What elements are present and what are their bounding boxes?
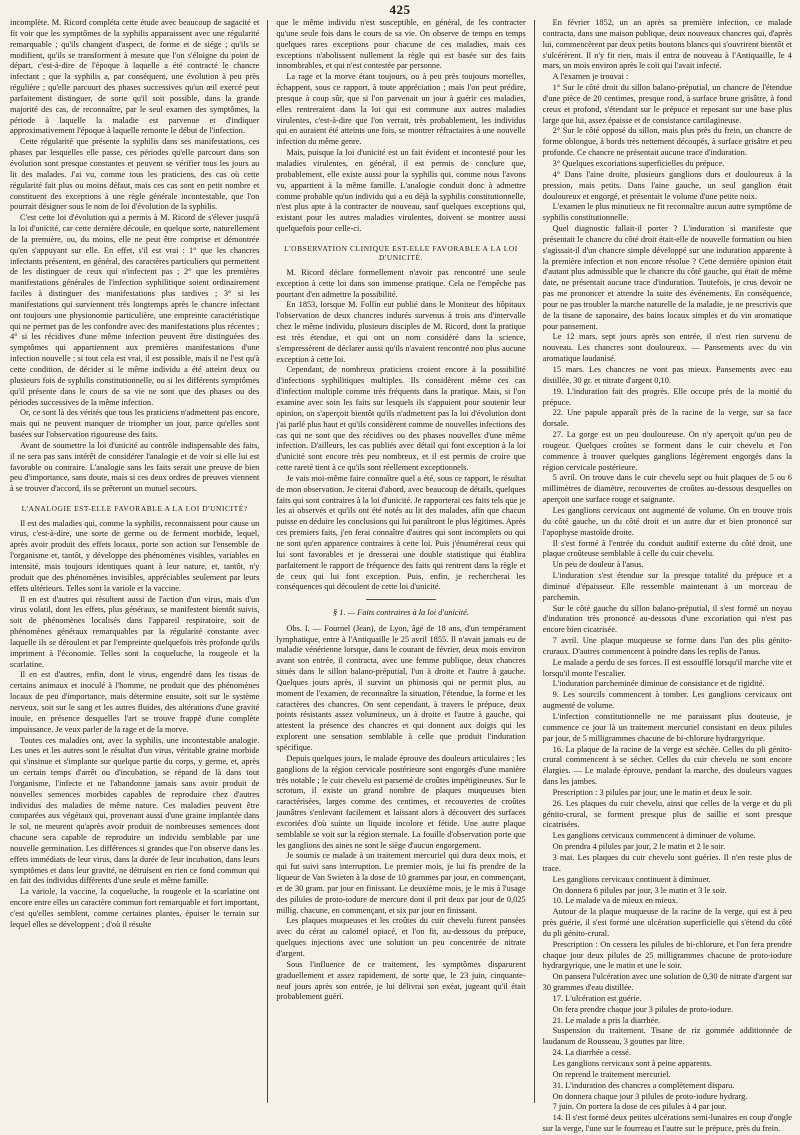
paragraph: 3° Quelques excoriations superficielles du prépuce. (552, 158, 725, 168)
paragraph: C'est cette loi d'évolution qui a permis à M. Ricord de s'élever jusqu'à la loi d'unicité, car cette dernière découle, en quelque sorte, naturellement de la première, ou, du moins, elle ne peut être comprise et démontrée qu'en s'appuyant sur elle. En effet, s'il est vrai : 1° que les chancres infectants présentent, en général, des caractères particuliers qui permettent de les distinguer de ceux qui n'infectent pas ; 2° que les premières manifestations générales de l'infection syphilitique soient ordinairement faciles à distinguer des manifestations plus tardives ; 3° si les manifestations qui surviennent très longtemps après le chancre infectant ont toujours une physionomie particulière, une empreinte caractéristique qui ne permet pas de les confondre avec des manifestations plus récentes ; 4° si les récidives d'une même infection peuvent être distinguées des symptômes qui appartiennent aux premières manifestations d'une infection nouvelle ; si tout cela est vrai, il est possible, mais il ne l'est qu'à cette condition, de décider si le même individu a été atteint deux ou plusieurs fois de syphilis constitutionnelle, ou si les différents symptômes qu'il présente dans le cours de sa vie ne sont que des phases ou des périodes successives de la même infection. (10, 213, 260, 407)
paragraph: Il en est d'autres, enfin, dont le virus, engendré dans les tissus de certains animaux et inoculé à l'homme, ne produit que des phénomènes locaux de peu d'importance, mais détermine ensuite, soit sur le système nerveux, soit sur le sang et les autres fluides, des altérations d'une gravité inouïe, en présence desquelles l'art se trouve frappé d'une complète impuissance. Je veux parler de la rage et de la morve. (10, 670, 260, 734)
section-heading: L'OBSERVATION CLINIQUE EST-ELLE FAVORABLE A LA LOI D'UNICITÉ. (284, 243, 518, 263)
paragraph: Il est des maladies qui, comme la syphilis, reconnaissent pour cause un virus, c'est-à-dire, une sorte de germe ou de ferment morbide, lequel, après avoir produit des effets locaux, porte son action sur l'ensemble de l'organisme et, tantôt, y développe des phénomènes visibles, variables en intensité, mais toujours identiques quant à leur nature, et, tantôt, n'y produit que des phénomènes invisibles, appréciables seulement par leurs effets ultérieurs. Telles sont la variole et la vaccine. (10, 518, 260, 593)
paragraph: Quel diagnostic fallait-il porter ? L'induration si manifeste que présentait le chancre du côté droit était-elle de nouvelle formation ou bien s'agissait-il d'un chancre simple développé sur une induration apparente à la première infection et non encore résolue ? Cette dernière opinion était d'autant plus admissible que le chancre du côté gauche, qui était de même date, ne présentait aucune trace d'induration. Toutefois, je crus devoir ne pas me prononcer et attendre la suite des événements. En conséquence, pour ne pas troubler la marche naturelle de la maladie, je ne prescrivis que de la tisane de saponaire, des bains locaux simples et du vin aromatique pour pansement. (542, 224, 792, 331)
paragraph: Prescription : 3 pilules par jour, une le matin et deux le soir. (552, 787, 753, 797)
paragraph: Le 12 mars, sept jours après son entrée, il n'est rien survenu de nouveau. Les chancres sont douloureux. — Pansements avec du vin aromatique laudanisé. (542, 332, 792, 364)
column-middle (276, 18, 525, 1103)
paragraph: 5 avril. On trouve dans le cuir chevelu sept ou huit plaques de 5 ou 6 millimètres de diamètre, recouvertes de croûtes au-dessous desquelles on aperçoit une surface rouge et saignante. (542, 473, 792, 505)
paragraph: Obs. I. — Fournel (Jean), de Lyon, âgé de 18 ans, d'un tempérament lymphatique, entre à l'Antiquaille le 25 avril 1855. Il n'avait jamais eu de maladie vénérienne lorsque, dans le courant de février, deux mois environ avant son entrée, il contracta, avec une femme publique, deux chancres situés dans le sillon balano-préputial, l'un à droite et l'autre à gauche. Quelques jours après, il survint un phimosis qui ne permit plus, au moment de l'examen, de reconnaître la situation, l'étendue, la forme et les caractères des chancres. On sent cependant, à travers le prépuce, deux points résistants assez volumineux, un à droite et l'autre à gauche, qui attestent la présence des chancres et qui donnent aux doigts qui les explorent une sensation semblable à celle que produit l'induration spécifique. (276, 623, 526, 752)
paragraph: A l'examen je trouvai : (552, 72, 629, 82)
paragraph: Les ganglions cervicaux sont à peine apparents. (552, 1059, 712, 1068)
paragraph: Je soumis ce malade à un traitement mercuriel qui dura deux mois, et qui fut suivi sans interruption. Le premier mois, je lui fis prendre de la liqueur de Van Swieten à la dose de 10 grammes par jour, en commençant, et de 30 gram. par jour en finissant. Le deuxième mois, je le mis à l'usage des pilules de proto-iodure de mercure dont il prit deux par jour de 0,025 millig. chacune, en commençant, et six par jour en finissant. (276, 851, 526, 915)
paragraph: M. Ricord déclare formellement n'avoir pas rencontré une seule exception à cette loi dans son immense pratique. Cela ne l'empêche pas pourtant d'en admettre la possibilité. (276, 267, 526, 299)
paragraph: Or, ce sont là des vérités que tous les praticiens n'admettent pas encore, mais qui ne peuvent manquer de triompher un jour, parce qu'elles sont basées sur l'observation rigoureuse des faits. (10, 408, 260, 440)
paragraph: Prescription : On cessera les pilules de bi-chlorure, et l'on fera prendre chaque jour deux pilules de 25 milligrammes chacune de proto-iodure hydrargyrique, une le matin et une le soir. (542, 939, 792, 971)
paragraph: Les ganglions cervicaux commencent à diminuer de volume. (552, 831, 756, 841)
column-right (542, 18, 792, 1134)
paragraph: L'induration s'est étendue sur la presque totalité du prépuce et a diminué d'épaisseur. Elle ressemble maintenant à un morceau de parchemin. (542, 571, 792, 602)
paragraph: On prendra 4 pilules par jour, 2 le matin et 2 le soir. (552, 842, 726, 852)
paragraph: En février 1852, un an après sa première infection, ce malade contracta, dans une maison publique, deux nouveaux chancres qui, d'après lui, commencèrent par deux petits boutons blancs qui s'ouvrirent bientôt et s'ulcérèrent. Il n'y fit rien, mais il entra de nouveau à l'Antiquaille, le 4 mars, un mois environ après le coït qui l'avait infecté. (542, 18, 792, 71)
paragraph: Le malade a perdu de ses forces. Il est essoufflé lorsqu'il marche vite et lorsqu'il monte l'escalier. (542, 657, 792, 678)
paragraph: On donnera 6 pilules par jour, 3 le matin et 3 le soir. (552, 885, 727, 895)
paragraph: L'induration parcheminée diminue de consistance et de rigidité. (552, 679, 765, 689)
paragraph: 17. L'ulcération est guérie. (552, 993, 642, 1003)
paragraph: Les ganglions cervicaux continuent à diminuer. (552, 874, 711, 884)
paragraph: 26. Les plaques du cuir chevelu, ainsi que celles de la verge et du pli génito-crural, se forment presque plus de saillie et sont presque cicatrisées. (542, 798, 792, 830)
paragraph: 7 avril. Une plaque muqueuse se forme dans l'un des plis génito-cruraux. D'autres commencent à poindre dans les replis de l'anus. (542, 636, 792, 656)
page-number: 425 (389, 2, 411, 17)
paragraph: On pansera l'ulcération avec une solution de 0,30 de nitrate d'argent sur 30 grammes d'eau distillée. (542, 972, 792, 993)
paragraph: Un peu de douleur à l'anus. (552, 560, 644, 570)
paragraph: Les plaques muqueuses et les croûtes du cuir chevelu furent pansées avec du cérat au calomel opiacé, et l'on fit, au-dessous du prépuce, quelques injections avec une solution un peu concentrée de nitrate d'argent. (276, 916, 526, 958)
paragraph: Mais, puisque la loi d'unicité est un fait évident et incontesté pour les maladies virulentes, en général, il est permis de conclure que, probablement, elle existe aussi pour la syphilis qui, comme nous l'avons vu, appartient à la même famille. L'analogie conduit donc à admettre comme probable qu'un individu qui a eu déjà la syphilis constitutionnelle, n'est plus apte à la contracter de nouveau, sauf quelques exceptions qui, existant pour les autres maladies virulentes, doivent se montrer aussi quelquefois pour celle-ci. (276, 148, 526, 234)
column-divider (267, 20, 268, 1103)
paragraph: 21. Le malade a pris la diarrhée. (552, 1015, 661, 1025)
paragraph: L'examen le plus minutieux ne fit reconnaître aucun autre symptôme de syphilis constitutionnelle. (542, 202, 792, 223)
paragraph: La variole, la vaccine, la coqueluche, la rougeole et la scarlatine ont encore entre elles un caractère commun fort remarquable et fort important, c'est qu'elles semblent, comme certaines plantes, épuiser le terrain sur lequel elles se développent ; d'où il résulte (10, 887, 260, 929)
paragraph: La rage et la morve étant toujours, ou à peu près toujours mortelles, échappent, sous ce rapport, à toute appréciation ; mais l'on peut prédire, presque à coup sûr, que si l'on parvenait un jour à guérir ces maladies, elles rentreraient dans la loi qui est commune aux autres maladies virulentes, c'est-à-dire que l'on verrait, très probablement, les individus qui en auraient été atteints une fois, se montrer réfractaires à une nouvelle infection du même genre. (276, 72, 526, 147)
paragraph: Sous l'influence de ce traitement, les symptômes disparurent graduellement et assez rapidement, de sorte que, le 23 juin, cinquante-neuf jours après son entrée, je lui délivrai son exéat, jugeant qu'il était probablement guéri. (276, 959, 526, 1002)
paragraph: Il en est d'autres qui résultent aussi de l'action d'un virus, mais d'un virus volatil, dont les effets, plus généraux, se manifestent bientôt suivis, soit de phénomènes localisés dans l'appareil respiratoire, soit de phénomènes généraux remarquables par la régularité constante avec laquelle ils se déroulent et par l'empreinte quelquefois très profonde qu'ils impriment à l'économie. Telles sont la coqueluche, la rougeole et la scarlatine. (10, 594, 260, 669)
paragraph: Suspension du traitement. Tisane de riz gommée additionnée de laudanum de Rousseau, 3 gouttes par litre. (542, 1026, 792, 1047)
paragraph: On fera prendre chaque jour 3 pilules de proto-iodure. (552, 1004, 734, 1014)
paragraph: 4° Dans l'aine droite, plusieurs ganglions durs et douloureux à la pression, mais petits. Dans l'aine gauche, un seul ganglion était douloureux et engorgé, et présentait le volume d'une petite noix. (542, 169, 792, 201)
paragraph: 15 mars. Les chancres ne vont pas mieux. Pansements avec eau distillée, 30 gr. et nitrate d'argent 0,10. (542, 365, 792, 385)
paragraph: Cependant, de nombreux praticiens croient encore à la possibilité d'infections syphilitiques multiples. Ils considèrent même ces cas d'infection multiple comme très fréquents dans la pratique. Mais, si l'on examine avec soin les faits sur lesquels ils s'appuient pour soutenir leur opinion, on s'aperçoit bientôt qu'ils n'admettent pas la loi d'évolution dont j'ai parlé plus haut et qu'ils considèrent comme de nouvelles infections des cas qui ne sont que des récidives ou des phases nouvelles d'une même infection. D'ailleurs, les cas publiés avec détail qui font exception à la loi d'unicité sont encore très peu nombreux, et il est permis de croire que cette rareté tient à ce qu'ils sont réellement exceptionnels. (276, 365, 526, 473)
paragraph: 19. L'induration fait des progrès. Elle occupe près de la moitié du prépuce. (542, 386, 792, 407)
paragraph: 2° Sur le côté opposé du sillon, mais plus près du frein, un chancre de forme oblongue, à bords très nettement découpés, à surface grisâtre et peu profonde. Ce chancre ne présentait aucune trace d'induration. (542, 126, 792, 158)
paragraph: 14. Il s'est formé deux petites ulcérations semi-lunaires en coup d'ongle sur la verge, l'une sur le fourreau et l'autre sur le prépuce, près du frein. (542, 1113, 792, 1134)
paragraph: Sur le côté gauche du sillon balano-préputial, il s'est formé un noyau d'induration très prononcé au-dessous d'une excoriation qui n'est pas encore bien cicatrisée. (542, 603, 792, 635)
paragraph: Autour de la plaque muqueuse de la racine de la verge, qui est à peu près guérie, il s'est formé une ulcération superficielle qui s'étend du côté du pli génito-crural. (542, 907, 792, 938)
paragraph: Je vais moi-même faire connaître quel a été, sous ce rapport, le résultat de mon observation. Je citerai d'abord, avec beaucoup de détails, quelques faits qui sont contraires à la loi d'unicité. Je rapporterai ces faits tels que je les ai observés et qu'ils ont été notés au lit des malades, afin que chacun puisse en déduire les conclusions qui lui paraîtront le plus légitimes. Après ces premiers faits, j'en ferai connaître d'autres qui sont incomplets ou qui ne sont qu'en apparence contraires à cette loi. Puis j'énumérerai ceux qui lui sont favorables et je dresserai une double statistique qui établira parfaitement le rapport de fréquence des faits qui rentrent dans la règle et de ceux qui lui font exception. Puis, enfin, je rechercherai les conséquences qui découlent de cette loi d'unicité. (276, 473, 526, 592)
subsection-heading: § 1. — Faits contraires à la loi d'unicité. (333, 608, 469, 618)
text-columns (10, 18, 792, 1134)
column-left (10, 18, 259, 1103)
paragraph: 16. La plaque de la racine de la verge est séchée. Celles du pli génito-crural commencent à se sécher. Celles du cuir chevelu ne sont encore élargies. — Le malade éprouve, pendant la marche, des douleurs vagues dans les jambes. (542, 744, 792, 787)
paragraph: Il s'est formé à l'entrée du conduit auditif externe du côté droit, une plaque croûteuse semblable à celle du cuir chevelu. (542, 538, 792, 559)
column-divider (534, 20, 535, 1103)
paragraph: 24. La diarrhée a cessé. (552, 1048, 631, 1058)
paragraph: 31. L'induration des chancres a complètement disparu. (552, 1080, 735, 1090)
paragraph: 27. La gorge est un peu douloureuse. On n'y aperçoit qu'un peu de rougeur. Quelques croûtes se forment dans le cuir chevelu et l'on commence à trouver quelques ganglions légèrement engorgés dans la région cervicale postérieure. (542, 430, 792, 472)
paragraph: 1° Sur le côté droit du sillon balano-préputial, un chancre de l'étendue d'une pièce de 20 centimes, presque rond, à surface brune grisâtre, à fond creux et profond, s'étendant sur le prépuce et reposant sur une base plus large que lui, assez épaisse et de consistance cartilagineuse. (542, 83, 792, 125)
paragraph: incomplète. M. Ricord compléta cette étude avec beaucoup de sagacité et fit voir que les symptômes de la syphilis apparaissent avec une régularité remarquable ; qu'ils changent d'aspect, de forme et de siége ; qu'ils se modifient, qu'ils se transforment à mesure que l'on s'éloigne du point de départ, c'est-à-dire de l'époque à laquelle a été contracté le chancre infectant ; que la syphilis a, par conséquent, une évolution à peu près régulière ; qu'elle parcourt des phases successives qu'un œil exercé peut parfaitement distinguer, de sorte qu'il soit possible, dans la grande majorité des cas, de reconnaître, par le seul examen des symptômes, la période à laquelle la maladie est parvenue et d'indiquer approximativement l'époque à laquelle remonte le début de l'infection. (10, 18, 260, 136)
paragraph: On reprend le traitement mercuriel. (552, 1069, 671, 1079)
paragraph: 7 juin. On portera la dose de ces pilules à 4 par jour. (552, 1102, 727, 1112)
paragraph: Les ganglions cervicaux ont augmenté de volume. On en trouve trois du côté gauche, un du côté droit et un autre dur et bien prononcé sur l'apophyse mastoïde droite. (542, 505, 792, 537)
section-heading: L'ANALOGIE EST-ELLE FAVORABLE A LA LOI D'UNICITÉ? (21, 504, 248, 514)
paragraph: 3 mai. Les plaques du cuir chevelu sont guéries. Il n'en reste plus de trace. (542, 852, 792, 873)
paragraph: 22. Une papule apparaît près de la racine de la verge, sur sa face dorsale. (542, 408, 792, 429)
paragraph: En 1853, lorsque M. Follin eut publié dans le Moniteur des hôpitaux l'observation de deux chancres indurés survenus à trois ans d'intervalle chez le même individu, plusieurs disciples de M. Ricord, dont la pratique est très étendue, et qui ont un nom considéré dans la science, s'empressèrent de déclarer aussi qu'ils n'avaient rencontré non plus aucune exception à cette loi. (276, 300, 526, 364)
paragraph: que le même individu n'est susceptible, en général, de les contracter qu'une seule fois dans le cours de sa vie. On observe de temps en temps quelques rares exceptions pour chacune de ces maladies, mais ces exceptions n'abolissent nullement la règle qui est basée sur des faits innombrables, et qui n'est contestée par personne. (276, 18, 526, 71)
section-rule (366, 599, 436, 600)
paragraph: On donnera chaque jour 3 pilules de proto-iodure hydrarg. (552, 1091, 748, 1101)
paragraph: Avant de soumettre la loi d'unicité au contrôle indispensable des faits, il ne sera pas sans intérêt de considérer l'analogie et de voir si elle lui est favorable ou contraire. L'analogie sans les faits serait une preuve de bien peu d'importance, sans doute, mais si ces deux ordres de preuves viennent à se trouver d'accord, ils se prêteront un mutuel secours. (10, 440, 260, 494)
paragraph: Depuis quelques jours, le malade éprouve des douleurs articulaires ; les ganglions de la région cervicale postérieure sont engorgés d'une manière très notable ; le cuir chevelu est parsemé de croûtes impétigineuses. Sur le scrotum, il existe un grand nombre de plaques muqueuses bien caractérisées, larges comme des centimes, et recouvertes de croûtes jaunâtres s'enlevant facilement et laissant alors à découvert des surfaces excoriées d'où suinte un liquide incolore et fétide. Une autre plaque semblable se voit sur la région sternale. La fouille d'observation porte que les ganglions des aines ne sont le siège d'aucun engorgement. (276, 753, 526, 850)
paragraph: 10. Le malade va de mieux en mieux. (552, 896, 678, 906)
paragraph: Toutes ces maladies ont, avec la syphilis, une incontestable analogie. Les unes et les autres sont le résultat d'un virus, véritable graine morbide qui s'insinue et s'implante sur quelque partie du corps, y germe, et, après un certain temps d'arrêt ou d'incubation, se répand de là dans tout l'organisme, l'infecte et ne l'abandonne jamais sans avoir produit de nouvelles semences morbides capables de reproduire chez d'autres individus des maladies de même nature. Ces maladies peuvent être comparées aux végétaux qui, provenant aussi d'une graine implantée dans le sol, ne meurent qu'après avoir produit de nombreuses semences dont chacune sera capable de reproduire un individu semblable par une nouvelle germination. Les différences si grandes que l'on observe dans les effets immédiats de leur virus, dans la durée de leur incubation, dans leurs symptômes et dans leur gravité, ne détruisent en rien ce fond commun qui en fait des individus différents d'une seule et même famille. (10, 735, 260, 886)
paragraph: 9. Les sourcils commencent à tomber. Les ganglions cervicaux ont augmenté de volume. (542, 690, 792, 711)
paragraph: L'infection constitutionnelle ne me paraissant plus douteuse, je commence ce jour là un traitement mercuriel consistant en deux pilules par jour, de 5 milligrammes chacune de bi-chlorure hydrargyrique. (542, 712, 792, 743)
paragraph: Cette régularité que présente la syphilis dans ses manifestations, ces phases par lesquelles elle passe, ces périodes qu'elle parcourt dans son évolution sont presque constantes et peuvent se vérifier tous les jours au lit des malades. J'ai vu, comme tous les praticiens, des cas où cette régularité fait plus ou moins défaut, mais ces cas sont en petit nombre et constituent des exceptions à une règle générale incontestable, que l'on pourrait désigner sous le nom de loi d'évolution de la syphilis. (10, 137, 260, 212)
